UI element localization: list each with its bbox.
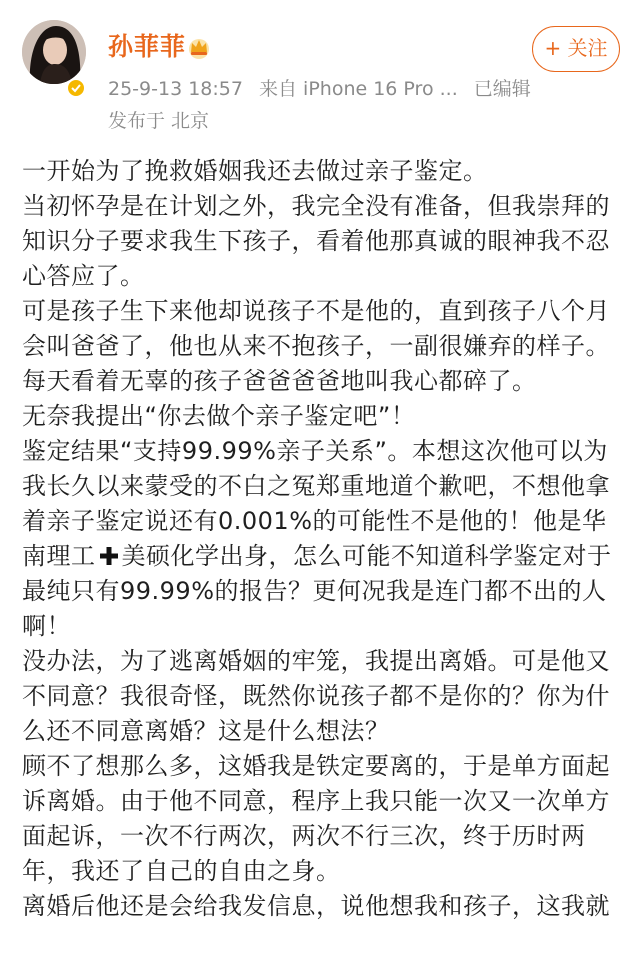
paragraph: 每天看着无辜的孩子爸爸爸爸地叫我心都碎了。 <box>22 367 537 395</box>
heavy-plus-sign-icon <box>99 546 119 566</box>
paragraph: 离婚后他还是会给我发信息，说他想我和孩子，这我就 <box>22 892 610 920</box>
post-source: 来自 iPhone 16 Pro ... <box>259 78 458 100</box>
paragraph-text: 美硕化学出身，怎么可能不知道科学鉴定对于最纯只有99.99%的报告？更何况我是连门都不出的人啊！ <box>22 542 612 640</box>
paragraph: 无奈我提出“你去做个亲子鉴定吧”！ <box>22 402 416 430</box>
post-location: 发布于 北京 <box>108 110 210 132</box>
edited-label[interactable]: 已编辑 <box>473 78 531 100</box>
crown-icon <box>186 35 212 59</box>
timestamp: 25-9-13 18:57 <box>108 78 243 100</box>
avatar[interactable] <box>22 20 86 84</box>
paragraph: 可是孩子生下来他却说孩子不是他的，直到孩子八个月会叫爸爸了，他也从来不抱孩子，一副很嫌弃的样子。 <box>22 297 610 360</box>
paragraph: 顾不了想那么多，这婚我是铁定要离的，于是单方面起诉离婚。由于他不同意，程序上我只能一次又一次单方面起诉，一次不行两次，两次不行三次，终于历时两年，我还了自己的自由之身。 <box>22 752 610 885</box>
paragraph-text: 鉴定结果“支持99.99%亲子关系”。本想这次他可以为我长久以来蒙受的不白之冤郑重地道个歉吧，不想他拿着亲子鉴定说还有0.001%的可能性不是他的！他是华南理工 <box>22 437 610 570</box>
follow-button[interactable]: + 关注 <box>532 26 620 72</box>
paragraph: 当初怀孕是在计划之外，我完全没有准备，但我崇拜的知识分子要求我生下孩子，看着他那真诚的眼神我不忍心答应了。 <box>22 192 610 290</box>
verified-badge-icon <box>66 78 86 98</box>
post-header <box>0 0 640 150</box>
post-meta <box>108 76 541 102</box>
post-content <box>22 154 628 924</box>
paragraph: 没办法，为了逃离婚姻的牢笼，我提出离婚。可是他又不同意？我很奇怪，既然你说孩子都不是你的？你为什么还不同意离婚？这是什么想法？ <box>22 647 610 745</box>
paragraph <box>22 434 628 644</box>
author-name[interactable]: 孙菲菲 <box>108 32 187 61</box>
paragraph: 一开始为了挽救婚姻我还去做过亲子鉴定。 <box>22 157 488 185</box>
